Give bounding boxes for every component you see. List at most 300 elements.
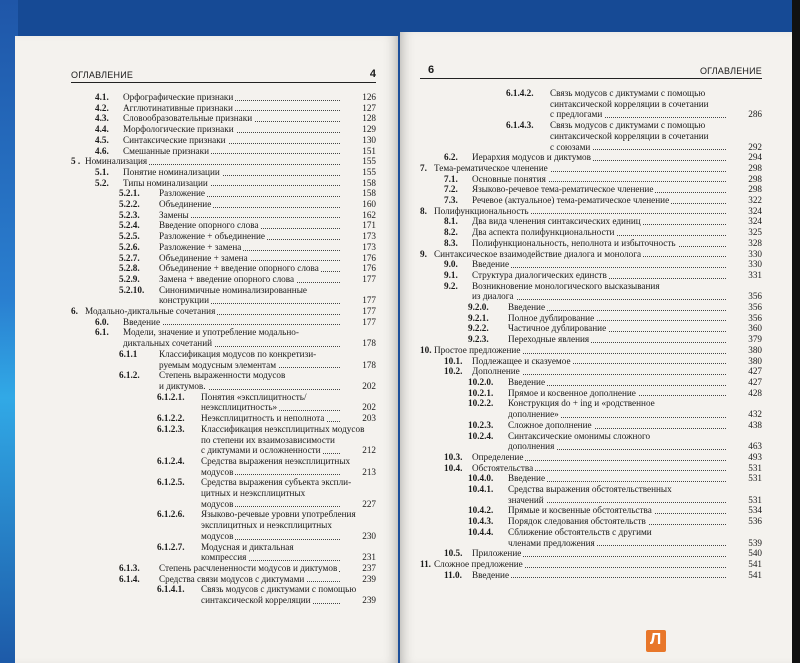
toc-entry <box>71 263 376 274</box>
toc-entry <box>71 231 376 242</box>
toc-entry-title: руемым модусным элементам <box>159 359 277 370</box>
toc-entry-page: 531 <box>748 494 762 505</box>
toc-entry <box>420 174 762 185</box>
toc-entry-title: из диалога <box>472 291 514 302</box>
toc-entry-title: Основные понятия <box>472 173 546 184</box>
toc-entry-number: 5.2.4. <box>119 220 140 231</box>
toc-entry-title: Морфологические признаки <box>123 124 234 135</box>
toc-entry-title: Модусная и диктальная компрессия <box>201 541 294 563</box>
toc-entry <box>420 431 762 452</box>
toc-entry-page: 127 <box>362 102 376 113</box>
toc-entry-page: 177 <box>362 316 376 327</box>
toc-entry-number: 6.1.2.3. <box>157 423 185 434</box>
toc-entry-page: 237 <box>362 562 376 573</box>
toc-entry <box>71 178 376 189</box>
right-page <box>400 32 792 663</box>
toc-entry <box>420 184 762 195</box>
toc-entry-page: 286 <box>748 109 762 120</box>
toc-entry-number: 6.1.4.2. <box>506 88 534 98</box>
toc-entry-title: Языково-речевое тема-рематическое членение <box>472 184 654 195</box>
toc-entry-title: Агглютинативные признаки <box>123 102 233 113</box>
toc-entry-title: Средства выражения неэксплицитных <box>201 455 351 466</box>
toc-entry-page: 176 <box>362 263 376 274</box>
toc-entry-title: дополнение» <box>508 409 559 420</box>
toc-entry-title: Классификация модусов по конкретизи- <box>159 348 317 359</box>
toc-entry-title: Введение <box>123 316 161 327</box>
toc-entry-page: 151 <box>362 145 376 156</box>
toc-entry-title: Тема-рематическое членение <box>434 162 548 173</box>
toc-entry <box>71 574 376 585</box>
toc-entry-page: 177 <box>362 295 376 306</box>
toc-entry <box>71 285 376 306</box>
book-cover-top <box>0 0 800 36</box>
toc-entry-title: Неэксплицитность и неполнота <box>201 413 325 424</box>
toc-entry-page: 298 <box>748 173 762 184</box>
toc-entry-number: 7.3. <box>444 195 458 206</box>
toc-entry-title: Сближение обстоятельств с другими <box>508 526 652 537</box>
toc-entry-number: 6.1.2.7. <box>157 541 185 552</box>
toc-entry-number: 8. <box>420 205 427 216</box>
toc-entry-title: Средства выражения субъекта экспли- <box>201 477 352 488</box>
toc-entry-page: 177 <box>362 273 376 284</box>
toc-entry-page: 213 <box>362 466 376 477</box>
toc-entry-number: 5 . <box>71 156 81 167</box>
toc-entry <box>420 195 762 206</box>
toc-entry-page: 428 <box>748 387 762 398</box>
toc-entry-title: Синтаксические омонимы сложного <box>508 430 651 441</box>
toc-entry-number: 5.2.6. <box>119 241 140 252</box>
toc-entry-number: 10.2.3. <box>468 419 494 430</box>
toc-entry-title: Полифункциональность, неполнота и избыточность <box>472 237 676 248</box>
toc-entry-number: 8.2. <box>444 227 458 238</box>
toc-entry-page: 427 <box>748 366 762 377</box>
toc-entry-page: 239 <box>362 573 376 584</box>
toc-entry-page: 331 <box>748 269 762 280</box>
toc-entry <box>420 570 762 581</box>
toc-entry-number: 10.4. <box>444 462 463 473</box>
toc-entry-title: Синтаксические признаки <box>123 134 226 145</box>
toc-entry-title: Простое предложение <box>434 344 521 355</box>
publisher-logo-icon: Л <box>646 630 666 652</box>
toc-entry-page: 173 <box>362 241 376 252</box>
toc-entry <box>420 356 762 367</box>
toc-entry-title: Введение <box>508 302 546 313</box>
page-number: 6 <box>428 64 435 76</box>
toc-entry <box>420 505 762 516</box>
toc-entry-number: 6.0. <box>95 316 109 327</box>
toc-entry-number: 5.2.1. <box>119 188 140 199</box>
toc-entry-number: 10.2. <box>444 366 463 377</box>
toc-entry-number: 9.2.1. <box>468 312 489 323</box>
toc-entry-title: Конструкция do + ing и «родственное <box>508 398 655 409</box>
toc-entry-page: 356 <box>748 312 762 323</box>
toc-entry-page: 177 <box>362 306 376 317</box>
toc-entry-number: 6.1.2.4. <box>157 455 185 466</box>
toc-entry-page: 239 <box>362 595 376 606</box>
toc-entry-number: 10.4.4. <box>468 526 494 537</box>
toc-entry-page: 130 <box>362 134 376 145</box>
toc-entry-page: 178 <box>362 338 376 349</box>
toc-entry-number: 6.2. <box>444 152 458 163</box>
toc-entry-title: Введение <box>508 376 546 387</box>
toc-entry-number: 5.2.3. <box>119 209 140 220</box>
toc-entry-page: 536 <box>748 516 762 527</box>
toc-entry-page: 380 <box>748 355 762 366</box>
toc-entry-number: 5.2.5. <box>119 231 140 242</box>
toc-entry-page: 158 <box>362 188 376 199</box>
toc-entry-number: 10. <box>420 344 432 355</box>
toc-entry-page: 155 <box>362 166 376 177</box>
toc-entry <box>420 527 762 548</box>
toc-entry-number: 6.1.3. <box>119 562 140 573</box>
toc-entry-number: 10.2.4. <box>468 430 494 441</box>
header-title: ОГЛАВЛЕНИЕ <box>71 70 134 80</box>
toc-entry-page: 294 <box>748 152 762 163</box>
toc-entry-number: 5.1. <box>95 166 109 177</box>
left-page <box>15 36 398 663</box>
left-page-header <box>71 68 376 82</box>
toc-entry-title: Прямые и косвенные обстоятельства <box>508 505 652 516</box>
toc-entry-title: Введение <box>472 259 510 270</box>
toc-entry <box>71 542 376 563</box>
toc-entry-number: 6.1.4.3. <box>506 120 534 131</box>
toc-entry-title: Два вида членения синтаксических единиц <box>472 216 641 227</box>
toc-entry-page: 531 <box>748 462 762 473</box>
toc-entry-number: 4.6. <box>95 145 109 156</box>
toc-entry-title: цитных и неэксплицитных модусов <box>201 488 306 509</box>
toc-entry-page: 325 <box>748 227 762 238</box>
toc-entry <box>420 484 762 505</box>
toc-entry <box>420 163 762 174</box>
toc-entry-title: Приложение <box>472 548 522 559</box>
toc-entry-number: 6.1.4. <box>119 573 140 584</box>
toc-entry-title: Синтаксическое взаимодействие диалога и монолога <box>434 248 642 259</box>
toc-entry-title: Прямое и косвенное дополнение <box>508 387 636 398</box>
toc-entry-title: Модели, значение и употребление модально- <box>123 327 299 338</box>
toc-entry-page: 330 <box>748 259 762 270</box>
toc-entry <box>71 392 376 413</box>
toc-entry-page: 360 <box>748 323 762 334</box>
toc-entry-page: 541 <box>748 558 762 569</box>
table-of-contents-right <box>420 88 762 580</box>
toc-entry-number: 9.2.0. <box>468 302 489 313</box>
toc-entry-title: Типы номинализации <box>123 177 208 188</box>
toc-entry <box>71 242 376 253</box>
toc-entry <box>71 317 376 328</box>
toc-entry <box>71 199 376 210</box>
toc-entry-number: 9. <box>420 248 427 259</box>
toc-entry-page: 292 <box>748 141 762 152</box>
toc-entry-number: 10.1. <box>444 355 463 366</box>
toc-entry-number: 10.4.1. <box>468 484 494 495</box>
toc-entry <box>420 152 762 163</box>
toc-entry-number: 7.2. <box>444 184 458 195</box>
toc-entry-title: эксплицитных и неэксплицитных <box>201 520 332 531</box>
toc-entry-number: 7.1. <box>444 173 458 184</box>
toc-entry <box>71 509 376 541</box>
toc-entry-number: 10.2.2. <box>468 398 494 409</box>
toc-entry-page: 540 <box>748 548 762 559</box>
toc-entry-title: синтаксической корреляции в сочетании <box>550 130 709 141</box>
toc-entry-number: 11. <box>420 558 431 569</box>
toc-entry-page: 203 <box>362 413 376 424</box>
toc-entry-title: Средства связи модусов с диктумами <box>159 573 305 584</box>
toc-entry-number: 9.1. <box>444 269 458 280</box>
toc-entry-page: 324 <box>748 205 762 216</box>
toc-entry <box>420 206 762 217</box>
toc-entry-title: Структура диалогических единств <box>472 269 607 280</box>
toc-entry-page: 328 <box>748 237 762 248</box>
toc-entry-page: 356 <box>748 291 762 302</box>
toc-entry-page: 227 <box>362 498 376 509</box>
toc-entry-title: Введение опорного слова <box>159 220 259 231</box>
toc-entry-page: 322 <box>748 195 762 206</box>
toc-entry-page: 379 <box>748 334 762 345</box>
toc-entry <box>71 563 376 574</box>
toc-entry-number: 6.1.1 <box>119 348 138 359</box>
toc-entry-page: 330 <box>748 248 762 259</box>
toc-entry <box>420 463 762 474</box>
toc-entry-title: диктальных сочетаний <box>123 338 213 349</box>
toc-entry-page: 230 <box>362 530 376 541</box>
toc-entry-number: 6.1. <box>95 327 109 338</box>
toc-entry <box>71 113 376 124</box>
toc-entry-title: с диктумами и осложненности <box>201 445 321 456</box>
toc-entry-page: 298 <box>748 184 762 195</box>
toc-entry-number: 9.2.3. <box>468 334 489 345</box>
toc-entry <box>420 516 762 527</box>
toc-entry-number: 9.0. <box>444 259 458 270</box>
header-rule <box>71 82 376 83</box>
toc-entry-page: 176 <box>362 252 376 263</box>
toc-entry-page: 539 <box>748 537 762 548</box>
toc-entry-title: Степень выраженности модусов <box>159 370 286 381</box>
toc-entry <box>420 313 762 324</box>
toc-entry-page: 129 <box>362 124 376 135</box>
toc-entry-page: 212 <box>362 445 376 456</box>
toc-entry-page: 173 <box>362 231 376 242</box>
toc-entry <box>420 452 762 463</box>
toc-entry-title: Сложное дополнение <box>508 419 592 430</box>
toc-entry <box>420 366 762 377</box>
toc-entry-number: 6.1.4.1. <box>157 584 185 595</box>
toc-entry-title: Объединение <box>159 199 212 210</box>
toc-entry <box>420 398 762 419</box>
toc-entry-number: 7. <box>420 162 427 173</box>
toc-entry-title: Полное дублирование <box>508 312 595 323</box>
toc-entry-title: Словообразовательные признаки <box>123 113 253 124</box>
toc-entry-title: Разложение + замена <box>159 241 242 252</box>
toc-entry <box>71 124 376 135</box>
toc-entry <box>420 548 762 559</box>
toc-entry <box>420 377 762 388</box>
toc-entry-number: 10.4.0. <box>468 473 494 484</box>
toc-entry <box>420 216 762 227</box>
toc-entry-title: дополнения <box>508 441 555 452</box>
toc-entry-title: Объединение + введение опорного слова <box>159 263 319 274</box>
toc-entry-title: Языково-речевые уровни употребления <box>201 509 356 520</box>
toc-entry-title: Обстоятельства <box>472 462 534 473</box>
toc-entry <box>71 424 376 456</box>
toc-entry <box>71 146 376 157</box>
toc-entry-page: 178 <box>362 359 376 370</box>
toc-entry-title: Иерархия модусов и диктумов <box>472 152 591 163</box>
toc-entry <box>71 349 376 370</box>
toc-entry <box>71 370 376 391</box>
toc-entry <box>71 477 376 509</box>
toc-entry <box>420 259 762 270</box>
toc-entry-page: 541 <box>748 569 762 580</box>
toc-entry-page: 380 <box>748 344 762 355</box>
toc-entry <box>420 334 762 345</box>
toc-entry-title: Номинализация <box>85 156 148 167</box>
toc-entry <box>420 473 762 484</box>
toc-entry <box>420 88 762 120</box>
toc-entry-number: 5.2. <box>95 177 109 188</box>
toc-entry <box>420 249 762 260</box>
toc-entry-title: Речевое (актуальное) тема-рематическое членение <box>472 195 670 206</box>
toc-entry-page: 231 <box>362 552 376 563</box>
toc-entry <box>420 270 762 281</box>
toc-entry <box>71 92 376 103</box>
toc-entry-title: Разложение + объединение <box>159 231 266 242</box>
toc-entry <box>71 327 376 348</box>
toc-entry-title: Определение <box>472 451 524 462</box>
toc-entry-number: 4.5. <box>95 134 109 145</box>
toc-entry <box>420 281 762 302</box>
toc-entry-page: 162 <box>362 209 376 220</box>
toc-entry-number: 6.1.2.6. <box>157 509 185 520</box>
toc-entry <box>71 167 376 178</box>
toc-entry <box>420 238 762 249</box>
toc-entry <box>420 559 762 570</box>
toc-entry-title: Связь модусов с диктумами с помощью <box>201 584 357 595</box>
toc-entry-title: Переходные явления <box>508 334 590 345</box>
header-title: ОГЛАВЛЕНИЕ <box>699 66 762 76</box>
toc-entry-number: 10.4.3. <box>468 516 494 527</box>
toc-entry-title: Понятия «эксплицитность/ <box>201 391 307 402</box>
toc-entry-title: Частичное дублирование <box>508 323 607 334</box>
toc-entry <box>420 302 762 313</box>
toc-entry-title: Разложение <box>159 188 205 199</box>
toc-entry-title: Степень расчлененности модусов и диктумов <box>159 562 338 573</box>
toc-entry <box>71 188 376 199</box>
toc-entry-title: по степени их взаимозависимости <box>201 434 335 445</box>
toc-entry-title: Модально-диктальные сочетания <box>85 306 216 317</box>
toc-entry-page: 356 <box>748 302 762 313</box>
toc-entry-title: Подлежащее и сказуемое <box>472 355 571 366</box>
toc-entry-number: 5.2.7. <box>119 252 140 263</box>
toc-entry-title: Замены <box>159 209 189 220</box>
toc-entry-page: 158 <box>362 177 376 188</box>
toc-entry-number: 10.2.1. <box>468 387 494 398</box>
toc-entry <box>71 135 376 146</box>
toc-entry-page: 324 <box>748 216 762 227</box>
toc-entry-title: синтаксической корреляции в сочетании <box>550 98 709 109</box>
toc-entry-title: Связь модусов с диктумами с помощью <box>550 88 706 98</box>
toc-entry-title: Порядок следования обстоятельств <box>508 516 646 527</box>
toc-entry-number: 9.2.2. <box>468 323 489 334</box>
toc-entry <box>71 456 376 477</box>
toc-entry-page: 171 <box>362 220 376 231</box>
table-of-contents-left <box>71 92 376 606</box>
toc-entry-number: 5.2.2. <box>119 199 140 210</box>
toc-entry-title: Сложное предложение <box>434 558 523 569</box>
toc-entry-number: 9.2. <box>444 280 458 291</box>
toc-entry-title: Возникновение монологического высказывания <box>472 280 660 291</box>
toc-entry-page: 463 <box>748 441 762 452</box>
toc-entry-number: 10.4.2. <box>468 505 494 516</box>
toc-entry-number: 6.1.2.2. <box>157 413 185 424</box>
toc-entry-title: Дополнение <box>472 366 520 377</box>
book-edge <box>792 0 800 663</box>
toc-entry-number: 5.2.10. <box>119 284 145 295</box>
toc-entry-page: 531 <box>748 473 762 484</box>
toc-entry <box>71 103 376 114</box>
toc-entry-page: 534 <box>748 505 762 516</box>
toc-entry <box>71 274 376 285</box>
toc-entry-number: 6.1.2.5. <box>157 477 185 488</box>
toc-entry-page: 128 <box>362 113 376 124</box>
toc-entry-number: 10.3. <box>444 451 463 462</box>
toc-entry <box>71 584 376 605</box>
toc-entry-page: 126 <box>362 92 376 102</box>
toc-entry-title: Орфографические признаки <box>123 92 234 102</box>
toc-entry-title: Синонимичные номинализированные <box>159 284 307 295</box>
toc-entry-page: 202 <box>362 380 376 391</box>
toc-entry-page: 155 <box>362 156 376 167</box>
right-page-header <box>420 64 762 78</box>
toc-entry-number: 6.1.2.1. <box>157 391 185 402</box>
toc-entry-page: 298 <box>748 162 762 173</box>
toc-entry-title: конструкции <box>159 295 209 306</box>
toc-entry-title: Смешанные признаки <box>123 145 209 156</box>
toc-entry <box>71 253 376 264</box>
toc-entry-number: 5.2.9. <box>119 273 140 284</box>
toc-entry-page: 202 <box>362 402 376 413</box>
toc-entry-title: Классификация неэксплицитных модусов <box>201 423 365 434</box>
toc-entry-title: Полифункциональность <box>434 205 529 216</box>
toc-entry-title: Объединение + замена <box>159 252 248 263</box>
toc-entry-title: Введение <box>472 569 510 580</box>
toc-entry-title: неэксплицитность» <box>201 402 278 413</box>
toc-entry <box>71 306 376 317</box>
page-number: 4 <box>369 68 376 80</box>
toc-entry-title: Введение <box>508 473 546 484</box>
toc-entry-title: с союзами <box>550 141 591 152</box>
toc-entry-page: 427 <box>748 376 762 387</box>
toc-entry-title: с предлогами <box>550 109 603 120</box>
toc-entry-title: синтаксической корреляции <box>201 595 311 606</box>
toc-entry <box>71 220 376 231</box>
toc-entry-page: 438 <box>748 419 762 430</box>
toc-entry-page: 160 <box>362 199 376 210</box>
toc-entry-title: Понятие номинализации <box>123 166 220 177</box>
toc-entry-number: 8.1. <box>444 216 458 227</box>
toc-entry-number: 5.2.8. <box>119 263 140 274</box>
toc-entry <box>420 388 762 399</box>
toc-entry-title: Средства выражения обстоятельственных <box>508 484 672 495</box>
toc-entry <box>71 413 376 424</box>
toc-entry-number: 6. <box>71 306 78 317</box>
toc-entry-title: Два аспекта полифункциональности <box>472 227 615 238</box>
toc-entry-page: 493 <box>748 451 762 462</box>
toc-entry-number: 4.3. <box>95 113 109 124</box>
toc-entry <box>420 120 762 152</box>
toc-entry <box>420 420 762 431</box>
toc-entry-number: 10.2.0. <box>468 376 494 387</box>
toc-entry-number: 10.5. <box>444 548 463 559</box>
